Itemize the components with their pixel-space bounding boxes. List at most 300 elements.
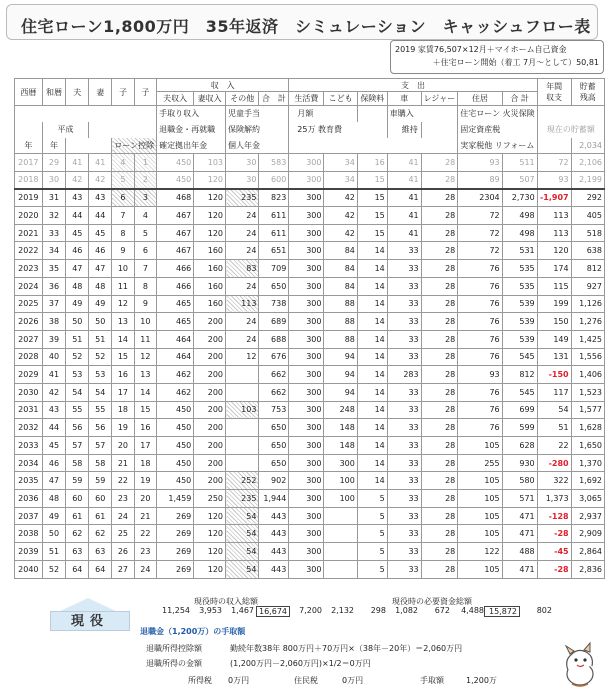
income-total-cell: 688 xyxy=(259,330,289,348)
child2-age-cell: 13 xyxy=(134,366,156,384)
insurance-cost-cell: 5 xyxy=(357,560,387,578)
child1-age-cell: 14 xyxy=(112,330,134,348)
annual-balance-cell: 72 xyxy=(537,154,571,172)
income-total-cell: 823 xyxy=(259,189,289,207)
other-income-cell: 54 xyxy=(226,525,259,543)
note-insurance-cancel: 保険解約 xyxy=(226,122,289,138)
heisei-label: 平成 xyxy=(42,122,89,138)
other-income-cell: 30 xyxy=(226,154,259,172)
annual-balance-cell: 22 xyxy=(537,437,571,455)
income-total-cell: 443 xyxy=(259,525,289,543)
insurance-cost-cell: 15 xyxy=(357,189,387,207)
living-cost-cell: 300 xyxy=(289,277,324,295)
annual-balance-cell: 174 xyxy=(537,260,571,278)
husband-income-cell: 450 xyxy=(157,419,194,437)
housing-cost-cell: 72 xyxy=(458,242,502,260)
other-income-cell: 24 xyxy=(226,224,259,242)
living-cost-cell: 300 xyxy=(289,543,324,561)
husband-income-cell: 269 xyxy=(157,507,194,525)
note-take-home: 手取り収入 xyxy=(157,106,226,122)
child2-age-cell: 7 xyxy=(134,260,156,278)
living-cost-cell: 300 xyxy=(289,419,324,437)
year-cell: 2030 xyxy=(15,383,43,401)
leisure-cost-cell: 28 xyxy=(421,189,458,207)
child1-age-cell: 11 xyxy=(112,277,134,295)
savings-balance-cell: 812 xyxy=(571,260,604,278)
col-header-child-2: 子 xyxy=(134,79,156,106)
income-total-cell: 611 xyxy=(259,207,289,225)
child1-age-cell: 27 xyxy=(112,560,134,578)
wareki-cell: 52 xyxy=(42,560,66,578)
housing-cost-cell: 72 xyxy=(458,224,502,242)
net-amount-value: 1,200万 xyxy=(466,676,497,685)
housing-cost-cell: 76 xyxy=(458,383,502,401)
husband-income-cell: 462 xyxy=(157,366,194,384)
expense-total-cell: 2,730 xyxy=(502,189,537,207)
table-row xyxy=(15,419,605,437)
col-header-seireki: 西暦 xyxy=(15,79,43,106)
col-header-expense-total: 合 計 xyxy=(502,92,537,106)
expense-total-cell: 531 xyxy=(502,242,537,260)
wife-age-cell: 48 xyxy=(89,277,112,295)
wife-income-cell: 200 xyxy=(194,330,226,348)
year-cell: 2036 xyxy=(15,490,43,508)
husband-age-cell: 44 xyxy=(66,207,89,225)
husband-age-cell: 42 xyxy=(66,171,89,189)
housing-cost-cell: 122 xyxy=(458,543,502,561)
housing-cost-cell: 255 xyxy=(458,454,502,472)
note-dc-pension: 確定拠出年金 xyxy=(157,138,226,154)
total-other-income: 1,467 xyxy=(231,606,254,615)
child1-age-cell: 21 xyxy=(112,454,134,472)
husband-age-cell: 60 xyxy=(66,490,89,508)
wareki-cell: 34 xyxy=(42,242,66,260)
wareki-cell: 44 xyxy=(42,419,66,437)
note-child-allowance: 児童手当 xyxy=(226,106,289,122)
kids-cost-cell xyxy=(324,560,357,578)
other-income-cell: 113 xyxy=(226,295,259,313)
year-cell: 2028 xyxy=(15,348,43,366)
wife-age-cell: 52 xyxy=(89,348,112,366)
table-row xyxy=(15,437,605,455)
table-row xyxy=(15,313,605,331)
child1-age-cell: 5 xyxy=(112,171,134,189)
savings-balance-cell: 1,556 xyxy=(571,348,604,366)
car-cost-cell: 33 xyxy=(387,260,421,278)
wife-income-cell: 160 xyxy=(194,277,226,295)
income-total-cell: 443 xyxy=(259,543,289,561)
total-housing: 4,488 xyxy=(461,606,484,615)
car-cost-cell: 41 xyxy=(387,207,421,225)
other-income-cell: 30 xyxy=(226,171,259,189)
child1-age-cell: 18 xyxy=(112,401,134,419)
kids-cost-cell: 100 xyxy=(324,472,357,490)
savings-balance-cell: 2,864 xyxy=(571,543,604,561)
income-total-cell: 709 xyxy=(259,260,289,278)
income-total-cell: 1,944 xyxy=(259,490,289,508)
husband-income-cell: 450 xyxy=(157,171,194,189)
annual-balance-cell: 1,373 xyxy=(537,490,571,508)
insurance-cost-cell: 14 xyxy=(357,313,387,331)
other-income-cell: 24 xyxy=(226,330,259,348)
annual-balance-cell: -280 xyxy=(537,454,571,472)
car-cost-cell: 41 xyxy=(387,171,421,189)
total-income: 16,674 xyxy=(256,606,290,617)
child2-age-cell: 17 xyxy=(134,437,156,455)
wareki-cell: 51 xyxy=(42,543,66,561)
other-income-cell: 24 xyxy=(226,242,259,260)
wareki-cell: 43 xyxy=(42,401,66,419)
savings-balance-cell: 1,628 xyxy=(571,419,604,437)
husband-age-cell: 47 xyxy=(66,260,89,278)
car-cost-cell: 283 xyxy=(387,366,421,384)
insurance-cost-cell: 14 xyxy=(357,242,387,260)
kids-cost-cell: 42 xyxy=(324,189,357,207)
expense-total-cell: 539 xyxy=(502,295,537,313)
child1-age-cell: 12 xyxy=(112,295,134,313)
child2-age-cell: 1 xyxy=(134,154,156,172)
col-header-husband: 夫 xyxy=(66,79,89,106)
wife-income-cell: 200 xyxy=(194,366,226,384)
resident-tax-label: 住民税 xyxy=(294,676,318,685)
total-leisure: 672 xyxy=(434,606,450,615)
wareki-cell: 40 xyxy=(42,348,66,366)
wife-age-cell: 56 xyxy=(89,419,112,437)
note-retirement: 退職金・再就職 xyxy=(157,122,226,138)
table-row xyxy=(15,330,605,348)
housing-cost-cell: 105 xyxy=(458,490,502,508)
wife-age-cell: 41 xyxy=(89,154,112,172)
living-cost-cell: 300 xyxy=(289,330,324,348)
child2-age-cell: 2 xyxy=(134,171,156,189)
savings-balance-cell: 1,370 xyxy=(571,454,604,472)
leisure-cost-cell: 28 xyxy=(421,437,458,455)
income-total-cell: 651 xyxy=(259,242,289,260)
col-header-savings: 貯蓄 残高 xyxy=(571,79,604,106)
child2-age-cell: 9 xyxy=(134,295,156,313)
resident-tax-value: 0万円 xyxy=(342,676,364,685)
car-cost-cell: 33 xyxy=(387,330,421,348)
year-label: 年 xyxy=(15,138,43,154)
year-cell: 2019 xyxy=(15,189,43,207)
wife-income-cell: 120 xyxy=(194,207,226,225)
husband-income-cell: 1,459 xyxy=(157,490,194,508)
wareki-cell: 33 xyxy=(42,224,66,242)
husband-income-cell: 465 xyxy=(157,313,194,331)
husband-age-cell: 54 xyxy=(66,383,89,401)
wareki-cell: 48 xyxy=(42,490,66,508)
income-total-cell: 650 xyxy=(259,419,289,437)
husband-income-cell: 464 xyxy=(157,348,194,366)
expense-total-cell: 580 xyxy=(502,472,537,490)
wareki-cell: 30 xyxy=(42,171,66,189)
child1-age-cell: 17 xyxy=(112,383,134,401)
husband-age-cell: 58 xyxy=(66,454,89,472)
savings-balance-cell: 1,276 xyxy=(571,313,604,331)
child1-age-cell: 25 xyxy=(112,525,134,543)
leisure-cost-cell: 28 xyxy=(421,490,458,508)
kids-cost-cell: 94 xyxy=(324,383,357,401)
car-cost-cell: 33 xyxy=(387,560,421,578)
col-header-wife: 妻 xyxy=(89,79,112,106)
car-cost-cell: 33 xyxy=(387,437,421,455)
leisure-cost-cell: 28 xyxy=(421,171,458,189)
husband-age-cell: 49 xyxy=(66,295,89,313)
car-cost-cell: 33 xyxy=(387,472,421,490)
husband-age-cell: 63 xyxy=(66,543,89,561)
husband-income-cell: 466 xyxy=(157,277,194,295)
living-cost-cell: 300 xyxy=(289,207,324,225)
insurance-cost-cell: 14 xyxy=(357,437,387,455)
leisure-cost-cell: 28 xyxy=(421,525,458,543)
expense-total-cell: 545 xyxy=(502,348,537,366)
car-cost-cell: 33 xyxy=(387,295,421,313)
other-income-cell xyxy=(226,437,259,455)
housing-cost-cell: 76 xyxy=(458,313,502,331)
savings-balance-cell: 927 xyxy=(571,277,604,295)
kids-cost-cell: 34 xyxy=(324,171,357,189)
kids-cost-cell: 300 xyxy=(324,454,357,472)
husband-income-cell: 269 xyxy=(157,560,194,578)
insurance-cost-cell: 14 xyxy=(357,366,387,384)
wife-age-cell: 53 xyxy=(89,366,112,384)
col-header-balance: 年間 収支 xyxy=(537,79,571,106)
leisure-cost-cell: 28 xyxy=(421,277,458,295)
child2-age-cell: 10 xyxy=(134,313,156,331)
living-cost-cell: 300 xyxy=(289,189,324,207)
expense-total-cell: 599 xyxy=(502,419,537,437)
income-total-cell: 650 xyxy=(259,277,289,295)
kids-cost-cell: 34 xyxy=(324,154,357,172)
kids-cost-cell: 84 xyxy=(324,277,357,295)
car-cost-cell: 33 xyxy=(387,454,421,472)
living-cost-cell: 300 xyxy=(289,560,324,578)
insurance-cost-cell: 15 xyxy=(357,224,387,242)
kids-cost-cell xyxy=(324,543,357,561)
col-header-insurance: 保険料 xyxy=(357,92,387,106)
callout-line-1: 2019 家賃76,507×12月＋マイホーム自己資金 xyxy=(395,45,567,54)
car-cost-cell: 33 xyxy=(387,401,421,419)
retire-income-label: 退職所得の金額 xyxy=(146,659,202,668)
other-income-cell: 235 xyxy=(226,490,259,508)
car-cost-cell: 41 xyxy=(387,189,421,207)
year-cell: 2033 xyxy=(15,437,43,455)
wife-age-cell: 59 xyxy=(89,472,112,490)
living-cost-cell: 300 xyxy=(289,454,324,472)
total-wife-income: 3,953 xyxy=(199,606,222,615)
expense-total-cell: 471 xyxy=(502,560,537,578)
child2-age-cell: 20 xyxy=(134,490,156,508)
annual-balance-cell: 149 xyxy=(537,330,571,348)
total-expense: 15,872 xyxy=(484,606,520,617)
table-row xyxy=(15,189,605,207)
housing-cost-cell: 76 xyxy=(458,401,502,419)
expense-total-cell: 699 xyxy=(502,401,537,419)
other-income-cell xyxy=(226,383,259,401)
child2-age-cell: 21 xyxy=(134,507,156,525)
child2-age-cell: 8 xyxy=(134,277,156,295)
child2-age-cell: 22 xyxy=(134,525,156,543)
savings-balance-cell: 1,692 xyxy=(571,472,604,490)
child2-age-cell: 4 xyxy=(134,207,156,225)
year-cell: 2040 xyxy=(15,560,43,578)
savings-balance-cell: 405 xyxy=(571,207,604,225)
housing-cost-cell: 2304 xyxy=(458,189,502,207)
col-header-husband-income: 夫収入 xyxy=(157,92,194,106)
savings-balance-cell: 1,523 xyxy=(571,383,604,401)
husband-age-cell: 57 xyxy=(66,437,89,455)
net-amount-label: 手取額 xyxy=(420,676,444,685)
child2-age-cell: 14 xyxy=(134,383,156,401)
kids-cost-cell: 84 xyxy=(324,260,357,278)
wife-age-cell: 54 xyxy=(89,383,112,401)
savings-balance-cell: 638 xyxy=(571,242,604,260)
annual-balance-cell: 120 xyxy=(537,242,571,260)
year-cell: 2039 xyxy=(15,543,43,561)
income-total-cell: 689 xyxy=(259,313,289,331)
year-cell: 2017 xyxy=(15,154,43,172)
insurance-cost-cell: 14 xyxy=(357,260,387,278)
expense-total-cell: 571 xyxy=(502,490,537,508)
wife-income-cell: 200 xyxy=(194,348,226,366)
leisure-cost-cell: 28 xyxy=(421,472,458,490)
expense-total-cell: 628 xyxy=(502,437,537,455)
husband-income-cell: 468 xyxy=(157,189,194,207)
leisure-cost-cell: 28 xyxy=(421,543,458,561)
car-cost-cell: 33 xyxy=(387,383,421,401)
table-row xyxy=(15,543,605,561)
annual-balance-cell: -150 xyxy=(537,366,571,384)
insurance-cost-cell: 14 xyxy=(357,330,387,348)
husband-income-cell: 467 xyxy=(157,224,194,242)
col-header-leisure: レジャー xyxy=(421,92,458,106)
total-insurance: 298 xyxy=(370,606,386,615)
annual-balance-cell: 115 xyxy=(537,277,571,295)
wareki-cell: 29 xyxy=(42,154,66,172)
savings-balance-cell: 1,406 xyxy=(571,366,604,384)
other-income-cell: 103 xyxy=(226,401,259,419)
insurance-cost-cell: 14 xyxy=(357,401,387,419)
other-income-cell: 12 xyxy=(226,348,259,366)
annual-balance-cell: 93 xyxy=(537,171,571,189)
wife-income-cell: 120 xyxy=(194,543,226,561)
annual-balance-cell: 54 xyxy=(537,401,571,419)
annual-balance-cell: 113 xyxy=(537,207,571,225)
year-cell: 2021 xyxy=(15,224,43,242)
housing-cost-cell: 105 xyxy=(458,525,502,543)
child1-age-cell: 16 xyxy=(112,366,134,384)
wife-age-cell: 64 xyxy=(89,560,112,578)
other-income-cell: 252 xyxy=(226,472,259,490)
year-cell: 2037 xyxy=(15,507,43,525)
annual-balance-cell: -28 xyxy=(537,560,571,578)
note-education: 25万 教育費 xyxy=(289,122,387,138)
wareki-cell: 35 xyxy=(42,260,66,278)
annual-balance-cell: 113 xyxy=(537,224,571,242)
annual-balance-cell: -128 xyxy=(537,507,571,525)
other-income-cell: 54 xyxy=(226,560,259,578)
other-income-cell: 235 xyxy=(226,189,259,207)
expense-total-label: 現役時の必要資金総額 xyxy=(392,597,472,606)
child2-age-cell: 23 xyxy=(134,543,156,561)
insurance-cost-cell: 14 xyxy=(357,454,387,472)
savings-balance-cell: 2,937 xyxy=(571,507,604,525)
income-total-label: 現役時の収入総額 xyxy=(194,597,258,606)
wareki-cell: 38 xyxy=(42,313,66,331)
expense-total-cell: 545 xyxy=(502,383,537,401)
housing-cost-cell: 76 xyxy=(458,295,502,313)
wife-income-cell: 160 xyxy=(194,242,226,260)
income-total-cell: 611 xyxy=(259,224,289,242)
annual-balance-cell: 51 xyxy=(537,419,571,437)
husband-age-cell: 62 xyxy=(66,525,89,543)
income-total-cell: 650 xyxy=(259,437,289,455)
income-tax-label: 所得税 xyxy=(188,676,212,685)
leisure-cost-cell: 28 xyxy=(421,330,458,348)
husband-income-cell: 450 xyxy=(157,437,194,455)
leisure-cost-cell: 28 xyxy=(421,507,458,525)
child1-age-cell: 19 xyxy=(112,419,134,437)
savings-balance-cell: 1,650 xyxy=(571,437,604,455)
year-cell: 2038 xyxy=(15,525,43,543)
living-cost-cell: 300 xyxy=(289,401,324,419)
living-cost-cell: 300 xyxy=(289,242,324,260)
expense-total-cell: 812 xyxy=(502,366,537,384)
insurance-cost-cell: 5 xyxy=(357,543,387,561)
child2-age-cell: 16 xyxy=(134,419,156,437)
note-loan-fire: 住宅ローン 火災保険 xyxy=(458,106,537,122)
expense-total-cell: 498 xyxy=(502,224,537,242)
wife-age-cell: 45 xyxy=(89,224,112,242)
kids-cost-cell: 88 xyxy=(324,330,357,348)
other-income-cell: 24 xyxy=(226,313,259,331)
wife-age-cell: 42 xyxy=(89,171,112,189)
husband-age-cell: 43 xyxy=(66,189,89,207)
living-cost-cell: 300 xyxy=(289,154,324,172)
year-cell: 2027 xyxy=(15,330,43,348)
wife-age-cell: 57 xyxy=(89,437,112,455)
savings-balance-cell: 2,909 xyxy=(571,525,604,543)
expense-total-cell: 539 xyxy=(502,313,537,331)
other-income-cell xyxy=(226,454,259,472)
year-cell: 2023 xyxy=(15,260,43,278)
living-cost-cell: 300 xyxy=(289,437,324,455)
expense-total-cell: 507 xyxy=(502,171,537,189)
note-private-pension: 個人年金 xyxy=(226,138,289,154)
current-savings-value: 2,034 xyxy=(571,138,604,154)
income-total-cell: 583 xyxy=(259,154,289,172)
annual-balance-cell: 117 xyxy=(537,383,571,401)
child2-age-cell: 24 xyxy=(134,560,156,578)
table-row xyxy=(15,454,605,472)
wife-income-cell: 250 xyxy=(194,490,226,508)
other-income-cell: 83 xyxy=(226,260,259,278)
savings-balance-cell: 2,106 xyxy=(571,154,604,172)
living-cost-cell: 300 xyxy=(289,525,324,543)
car-cost-cell: 33 xyxy=(387,313,421,331)
table-row xyxy=(15,348,605,366)
wareki-cell: 31 xyxy=(42,189,66,207)
col-header-expense: 支 出 xyxy=(289,79,537,92)
wareki-cell: 47 xyxy=(42,472,66,490)
kids-cost-cell: 42 xyxy=(324,207,357,225)
car-cost-cell: 33 xyxy=(387,507,421,525)
leisure-cost-cell: 28 xyxy=(421,313,458,331)
title-box xyxy=(6,4,598,40)
wife-income-cell: 160 xyxy=(194,260,226,278)
insurance-cost-cell: 14 xyxy=(357,348,387,366)
totals-row xyxy=(0,606,605,620)
